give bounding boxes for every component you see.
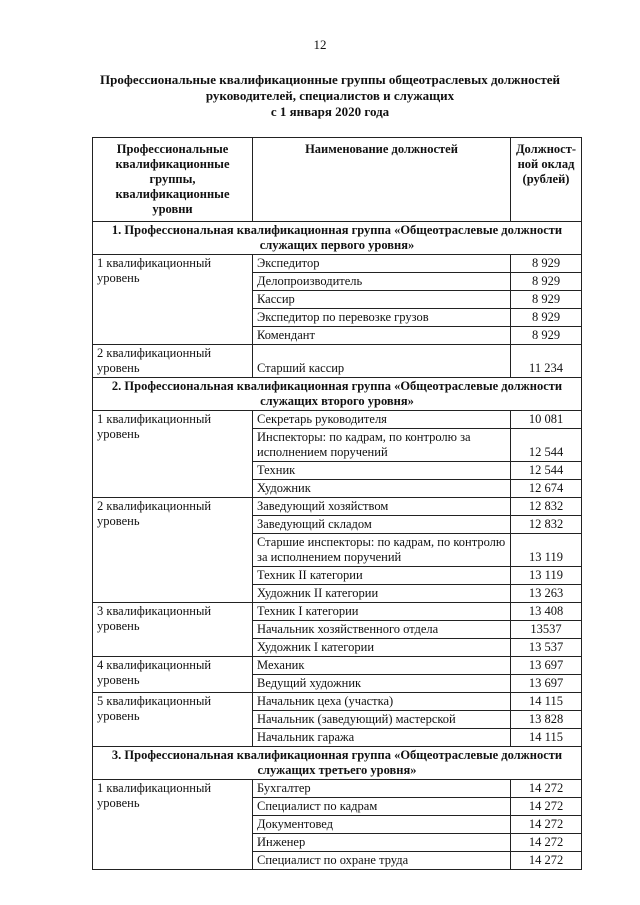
position-salary: 13 828	[511, 711, 582, 729]
group-title: 3. Профессиональная квалификационная группа «Общеотраслевые должности служащих третьего уровня»	[93, 747, 582, 780]
position-name: Кассир	[253, 291, 511, 309]
position-name: Техник II категории	[253, 567, 511, 585]
position-name: Экспедитор	[253, 255, 511, 273]
position-name: Документовед	[253, 816, 511, 834]
position-salary: 13 263	[511, 585, 582, 603]
position-salary: 14 272	[511, 816, 582, 834]
position-salary: 12 544	[511, 429, 582, 462]
qualification-level: 2 квалификационный уровень	[93, 345, 253, 378]
table-row	[93, 255, 582, 273]
position-name: Техник	[253, 462, 511, 480]
position-name: Специалист по кадрам	[253, 798, 511, 816]
table-row	[93, 657, 582, 675]
header-groups: Профессиональные квалификационные группы, квалификационные уровни	[93, 138, 253, 222]
position-salary: 13 537	[511, 639, 582, 657]
title-line-3: с 1 января 2020 года	[270, 104, 390, 119]
group-row	[93, 222, 582, 255]
qualification-level: 4 квалификационный уровень	[93, 657, 253, 693]
position-name: Начальник гаража	[253, 729, 511, 747]
qualification-level: 5 квалификационный уровень	[93, 693, 253, 747]
position-salary: 10 081	[511, 411, 582, 429]
position-salary: 11 234	[511, 345, 582, 378]
qualification-level: 1 квалификационный уровень	[93, 780, 253, 870]
position-salary: 13 408	[511, 603, 582, 621]
position-salary: 8 929	[511, 255, 582, 273]
position-name: Начальник (заведующий) мастерской	[253, 711, 511, 729]
position-name: Инспекторы: по кадрам, по контролю за исполнением поручений	[253, 429, 511, 462]
table-row	[93, 693, 582, 711]
title-line-1: Профессиональные квалификационные группы общеотраслевых должностей	[99, 72, 561, 87]
position-name: Заведующий хозяйством	[253, 498, 511, 516]
table-row	[93, 780, 582, 798]
table-row	[93, 345, 582, 378]
position-salary: 14 272	[511, 834, 582, 852]
table-row	[93, 498, 582, 516]
position-salary: 14 272	[511, 852, 582, 870]
qualification-level: 1 квалификационный уровень	[93, 411, 253, 498]
position-salary: 8 929	[511, 273, 582, 291]
document-title	[60, 72, 600, 120]
position-name: Художник	[253, 480, 511, 498]
group-title: 1. Профессиональная квалификационная группа «Общеотраслевые должности служащих первого уровня»	[93, 222, 582, 255]
group-title: 2. Профессиональная квалификационная группа «Общеотраслевые должности служащих второго уровня»	[93, 378, 582, 411]
group-row	[93, 747, 582, 780]
position-name: Специалист по охране труда	[253, 852, 511, 870]
position-name: Инженер	[253, 834, 511, 852]
position-name: Секретарь руководителя	[253, 411, 511, 429]
position-name: Техник I категории	[253, 603, 511, 621]
position-name: Механик	[253, 657, 511, 675]
table-row	[93, 411, 582, 429]
qualification-level: 2 квалификационный уровень	[93, 498, 253, 603]
position-name: Художник II категории	[253, 585, 511, 603]
position-salary: 12 544	[511, 462, 582, 480]
position-name: Бухгалтер	[253, 780, 511, 798]
position-salary: 13 697	[511, 657, 582, 675]
position-salary: 13537	[511, 621, 582, 639]
salary-table	[92, 137, 582, 870]
position-name: Делопроизводитель	[253, 273, 511, 291]
position-salary: 8 929	[511, 327, 582, 345]
position-name: Художник I категории	[253, 639, 511, 657]
position-salary: 8 929	[511, 309, 582, 327]
page-number: 12	[313, 37, 327, 52]
position-name: Старшие инспекторы: по кадрам, по контролю за исполнением поручений	[253, 534, 511, 567]
position-salary: 14 272	[511, 798, 582, 816]
position-name: Начальник цеха (участка)	[253, 693, 511, 711]
position-salary: 14 272	[511, 780, 582, 798]
header-salary: Должност-ной оклад (рублей)	[511, 138, 582, 222]
position-name: Экспедитор по перевозке грузов	[253, 309, 511, 327]
position-name: Ведущий художник	[253, 675, 511, 693]
position-salary: 13 697	[511, 675, 582, 693]
position-salary: 12 832	[511, 498, 582, 516]
position-name: Комендант	[253, 327, 511, 345]
title-line-2: руководителей, специалистов и служащих	[205, 88, 455, 103]
position-name: Заведующий складом	[253, 516, 511, 534]
table-row	[93, 603, 582, 621]
position-name: Начальник хозяйственного отдела	[253, 621, 511, 639]
position-salary: 14 115	[511, 729, 582, 747]
position-salary: 13 119	[511, 567, 582, 585]
qualification-level: 1 квалификационный уровень	[93, 255, 253, 345]
position-salary: 14 115	[511, 693, 582, 711]
qualification-level: 3 квалификационный уровень	[93, 603, 253, 657]
table-header-row	[93, 138, 582, 222]
header-positions: Наименование должностей	[253, 138, 511, 222]
table-body	[93, 222, 582, 870]
position-salary: 12 832	[511, 516, 582, 534]
position-salary: 12 674	[511, 480, 582, 498]
position-salary: 8 929	[511, 291, 582, 309]
position-salary: 13 119	[511, 534, 582, 567]
group-row	[93, 378, 582, 411]
position-name: Старший кассир	[253, 345, 511, 378]
